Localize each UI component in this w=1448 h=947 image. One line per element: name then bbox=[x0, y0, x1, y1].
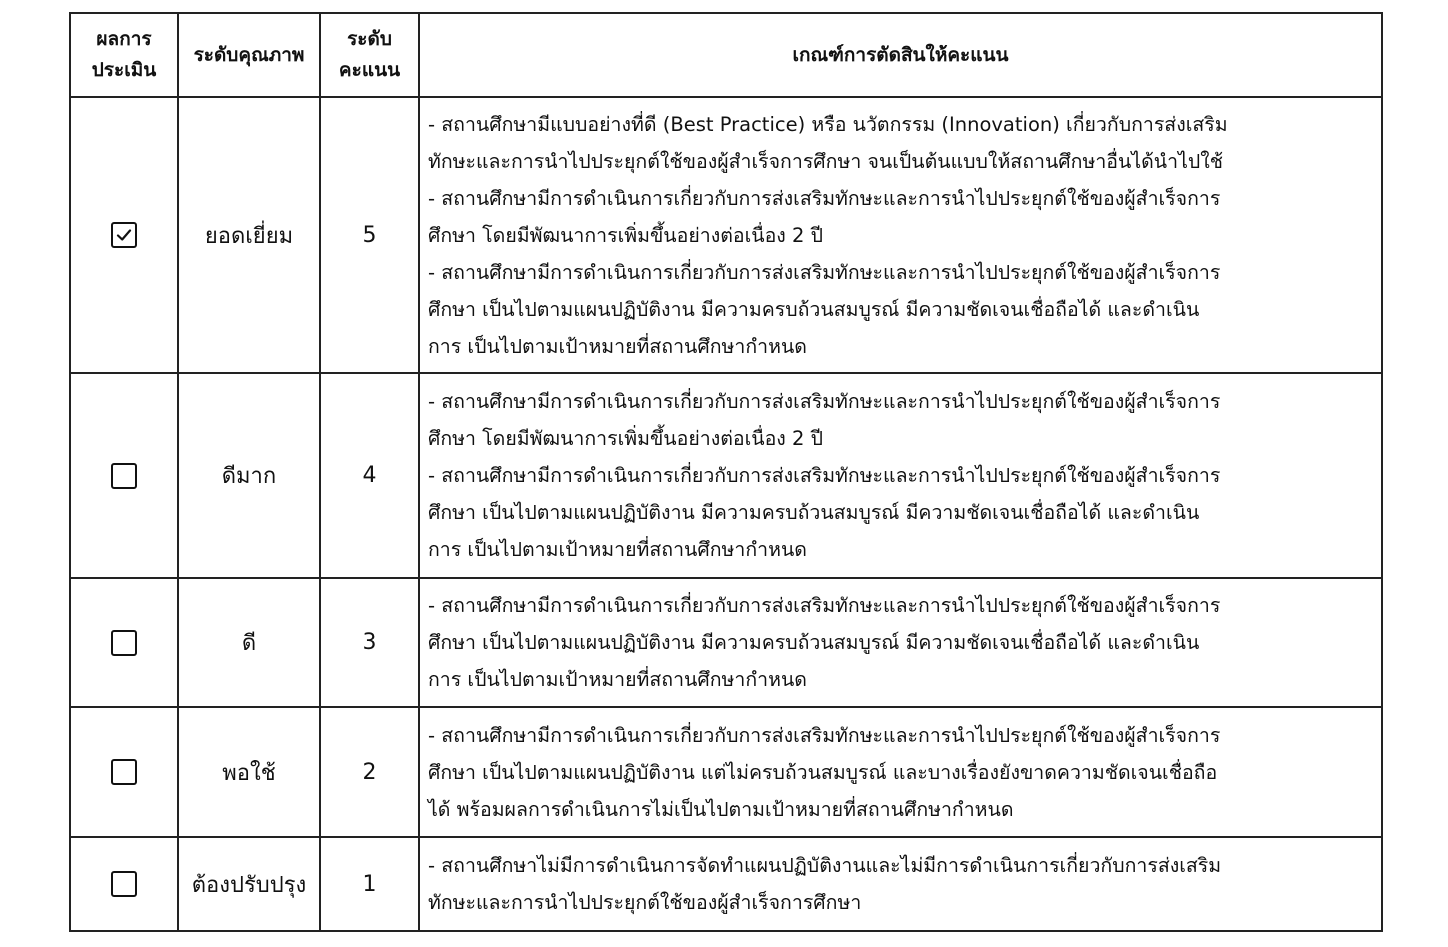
criteria-line: - สถานศึกษามีการดำเนินการเกี่ยวกับการส่งเสริมทักษะและการนำไปประยุกต์ใช้ของผู้สำเร็จการ bbox=[428, 594, 1221, 617]
criteria-line: ศึกษา เป็นไปตามแผนปฏิบัติงาน มีความครบถ้วนสมบูรณ์ มีความชัดเจนเชื่อถือได้ และดำเนิน bbox=[428, 631, 1200, 654]
criteria-line: ศึกษา เป็นไปตามแผนปฏิบัติงาน มีความครบถ้วนสมบูรณ์ มีความชัดเจนเชื่อถือได้ และดำเนิน bbox=[428, 297, 1200, 321]
criteria-line: - สถานศึกษามีการดำเนินการเกี่ยวกับการส่งเสริมทักษะและการนำไปประยุกต์ใช้ของผู้สำเร็จการ bbox=[428, 464, 1221, 487]
criteria-line: การ เป็นไปตามเป้าหมายที่สถานศึกษากำหนด bbox=[428, 334, 807, 358]
criteria-line: ศึกษา โดยมีพัฒนาการเพิ่มขึ้นอย่างต่อเนื่อง 2 ปี bbox=[428, 223, 824, 247]
result-cell bbox=[70, 837, 178, 931]
criteria-cell bbox=[419, 578, 1382, 707]
criteria-cell bbox=[419, 97, 1382, 373]
table-row bbox=[70, 373, 1382, 578]
criteria-line: ศึกษา โดยมีพัฒนาการเพิ่มขึ้นอย่างต่อเนื่อง 2 ปี bbox=[428, 427, 824, 450]
criteria-line: - สถานศึกษามีการดำเนินการเกี่ยวกับการส่งเสริมทักษะและการนำไปประยุกต์ใช้ของผู้สำเร็จการ bbox=[428, 723, 1221, 747]
checkmark-icon bbox=[115, 226, 133, 244]
result-cell bbox=[70, 578, 178, 707]
score-cell: 5 bbox=[320, 97, 419, 373]
result-cell bbox=[70, 373, 178, 578]
header-result bbox=[70, 13, 178, 97]
checkbox-unchecked[interactable] bbox=[111, 871, 137, 897]
criteria-line: - สถานศึกษามีการดำเนินการเกี่ยวกับการส่งเสริมทักษะและการนำไปประยุกต์ใช้ของผู้สำเร็จการ bbox=[428, 260, 1221, 284]
result-cell bbox=[70, 707, 178, 837]
criteria-line: ศึกษา เป็นไปตามแผนปฏิบัติงาน แต่ไม่ครบถ้วนสมบูรณ์ และบางเรื่องยังขาดความชัดเจนเชื่อถือ bbox=[428, 760, 1218, 784]
criteria-line: การ เป็นไปตามเป้าหมายที่สถานศึกษากำหนด bbox=[428, 668, 807, 691]
header-row bbox=[70, 13, 1382, 97]
score-cell: 1 bbox=[320, 837, 419, 931]
criteria-line: - สถานศึกษามีการดำเนินการเกี่ยวกับการส่งเสริมทักษะและการนำไปประยุกต์ใช้ของผู้สำเร็จการ bbox=[428, 390, 1221, 413]
header-result-line-2: ประเมิน bbox=[91, 59, 157, 81]
table-row bbox=[70, 97, 1382, 373]
checkbox-checked[interactable] bbox=[111, 222, 137, 248]
table-row bbox=[70, 837, 1382, 931]
criteria-line: การ เป็นไปตามเป้าหมายที่สถานศึกษากำหนด bbox=[428, 538, 807, 561]
criteria-cell bbox=[419, 707, 1382, 837]
quality-level-cell: ดี bbox=[178, 578, 320, 707]
score-cell: 3 bbox=[320, 578, 419, 707]
table-row bbox=[70, 707, 1382, 837]
header-score-level bbox=[320, 13, 419, 97]
quality-level-cell: ดีมาก bbox=[178, 373, 320, 578]
score-cell: 4 bbox=[320, 373, 419, 578]
result-cell bbox=[70, 97, 178, 373]
checkbox-unchecked[interactable] bbox=[111, 630, 137, 656]
score-cell: 2 bbox=[320, 707, 419, 837]
header-quality-level: ระดับคุณภาพ bbox=[178, 13, 320, 97]
criteria-line: ได้ พร้อมผลการดำเนินการไม่เป็นไปตามเป้าหมายที่สถานศึกษากำหนด bbox=[428, 797, 1014, 821]
checkbox-unchecked[interactable] bbox=[111, 463, 137, 489]
quality-level-cell: ต้องปรับปรุง bbox=[178, 837, 320, 931]
rubric-table bbox=[69, 12, 1383, 932]
criteria-cell bbox=[419, 373, 1382, 578]
quality-level-cell: พอใช้ bbox=[178, 707, 320, 837]
header-criteria: เกณฑ์การตัดสินให้คะแนน bbox=[419, 13, 1382, 97]
criteria-line: ทักษะและการนำไปประยุกต์ใช้ของผู้สำเร็จการศึกษา bbox=[428, 891, 862, 914]
criteria-line: - สถานศึกษามีแบบอย่างที่ดี (Best Practice) หรือ นวัตกรรม (Innovation) เกี่ยวกับการส่งเสริม bbox=[428, 112, 1228, 136]
header-score-line-2: คะแนน bbox=[338, 59, 401, 81]
quality-level-cell: ยอดเยี่ยม bbox=[178, 97, 320, 373]
rubric-body bbox=[70, 97, 1382, 931]
criteria-line: ทักษะและการนำไปประยุกต์ใช้ของผู้สำเร็จการศึกษา จนเป็นต้นแบบให้สถานศึกษาอื่นได้นำไปใช้ bbox=[428, 149, 1224, 173]
criteria-line: ศึกษา เป็นไปตามแผนปฏิบัติงาน มีความครบถ้วนสมบูรณ์ มีความชัดเจนเชื่อถือได้ และดำเนิน bbox=[428, 501, 1200, 524]
header-score-line-1: ระดับ bbox=[347, 28, 392, 50]
table-row bbox=[70, 578, 1382, 707]
checkbox-unchecked[interactable] bbox=[111, 759, 137, 785]
criteria-cell bbox=[419, 837, 1382, 931]
criteria-line: - สถานศึกษามีการดำเนินการเกี่ยวกับการส่งเสริมทักษะและการนำไปประยุกต์ใช้ของผู้สำเร็จการ bbox=[428, 186, 1221, 210]
header-result-line-1: ผลการ bbox=[96, 28, 152, 50]
criteria-line: - สถานศึกษาไม่มีการดำเนินการจัดทำแผนปฏิบัติงานและไม่มีการดำเนินการเกี่ยวกับการส่งเสริม bbox=[428, 854, 1222, 877]
